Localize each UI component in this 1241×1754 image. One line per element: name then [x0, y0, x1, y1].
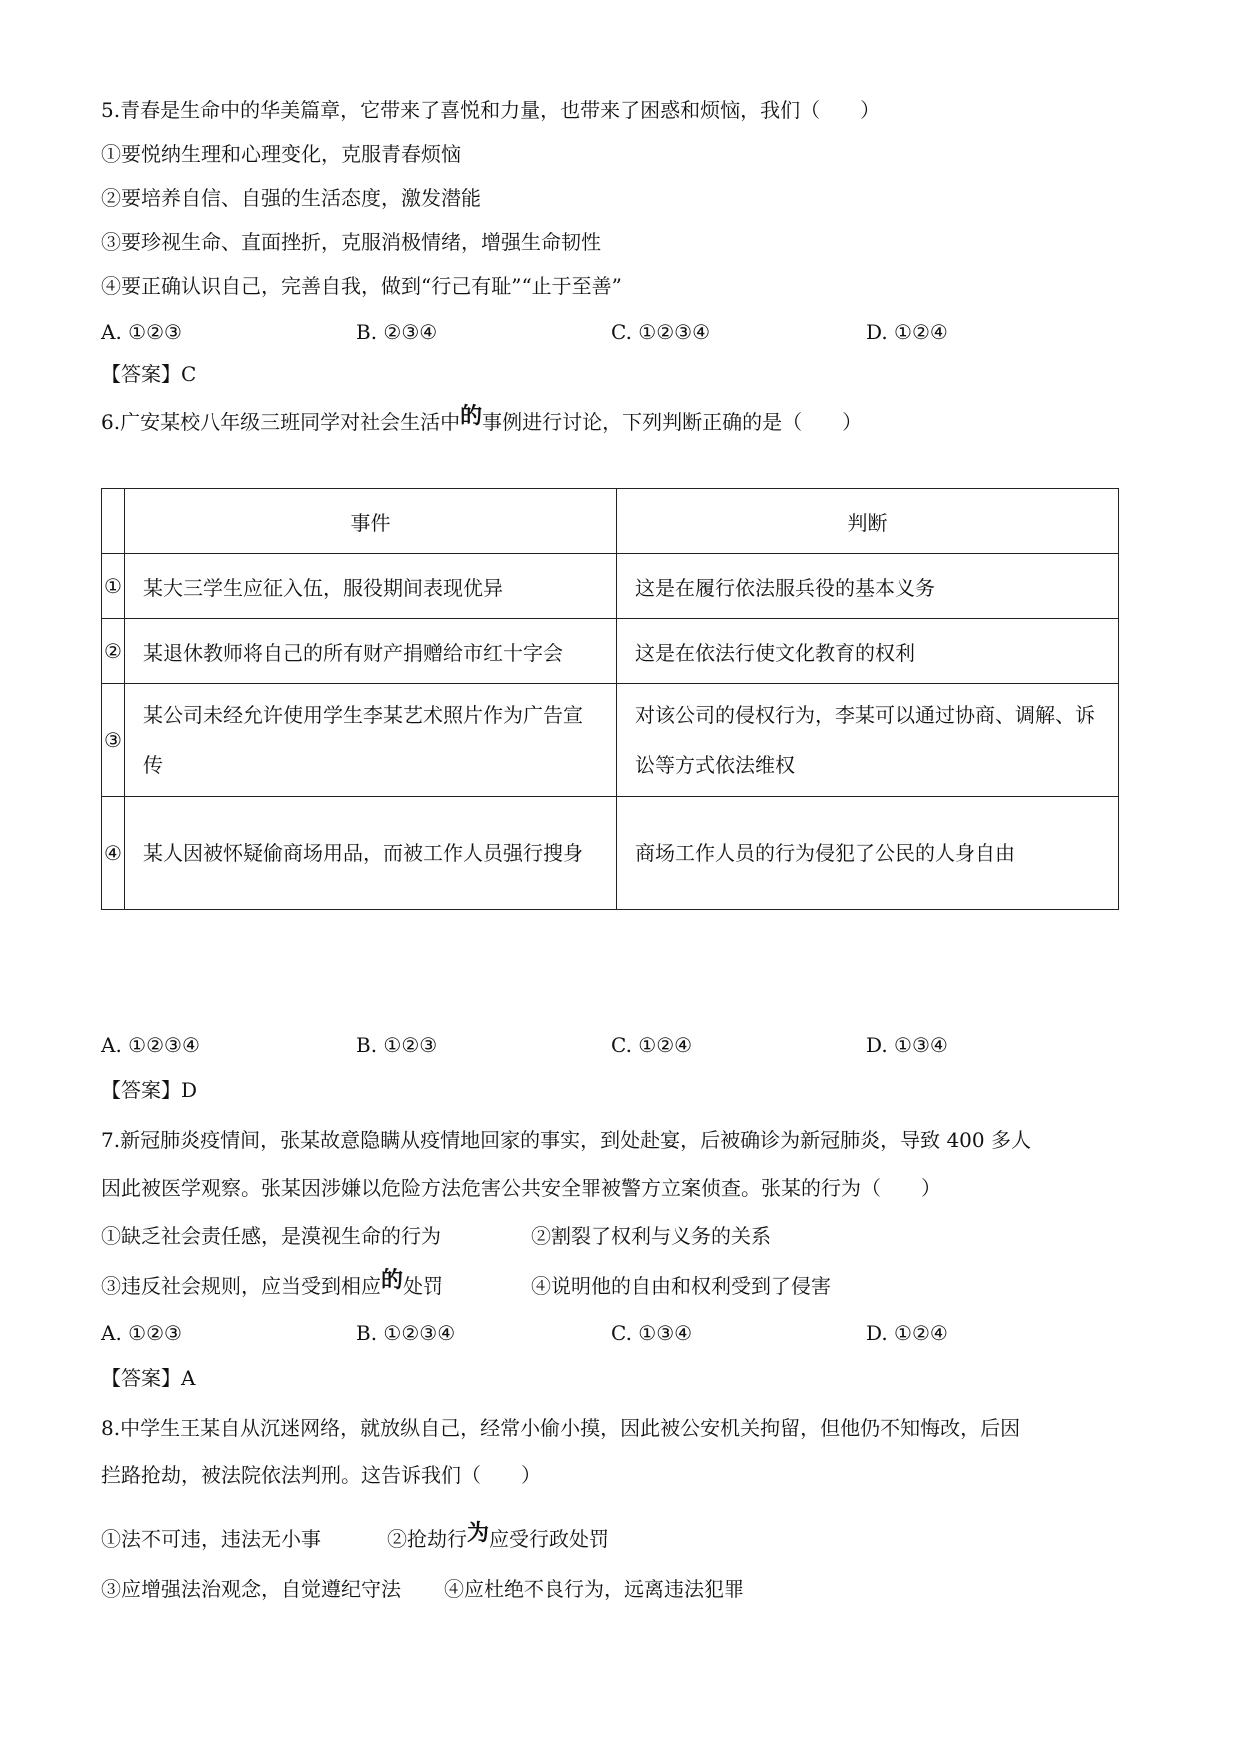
q5-item-1: ①要悦纳生理和心理变化，克服青春烦恼 [101, 142, 461, 166]
q8-item-2-emphasis: 为 [467, 1520, 490, 1546]
table-row [102, 797, 1119, 910]
q5-item-4: ④要正确认识自己，完善自我，做到“行己有耻”“止于至善” [101, 274, 622, 298]
q6-answer: 【答案】D [101, 1078, 198, 1102]
q8-item-2-part-1: ②抢劫行 [387, 1527, 467, 1551]
q5-options [101, 318, 1141, 346]
q5-option-a: A. ①②③ [101, 320, 182, 344]
q8-items-row-2 [101, 1575, 744, 1603]
q7-item-3-emphasis: 的 [381, 1267, 404, 1293]
table-header-judgment: 判断 [617, 489, 1119, 554]
table-row [102, 684, 1119, 797]
q7-answer: 【答案】A [101, 1366, 196, 1390]
row-judgment: 这是在履行依法服兵役的基本义务 [617, 554, 1119, 619]
q5-option-b: B. ②③④ [356, 320, 438, 344]
q8-items-row-1 [101, 1520, 610, 1553]
row-number: ② [102, 619, 125, 684]
row-event: 某大三学生应征入伍，服役期间表现优异 [125, 554, 617, 619]
row-number: ③ [102, 684, 125, 797]
q6-option-a: A. ①②③④ [101, 1033, 200, 1057]
row-event: 某退休教师将自己的所有财产捐赠给市红十字会 [125, 619, 617, 684]
q7-items-row-1 [101, 1222, 771, 1250]
q8-item-4: ④应杜绝不良行为，远离违法犯罪 [444, 1577, 744, 1601]
row-judgment: 对该公司的侵权行为，李某可以通过协商、调解、诉讼等方式依法维权 [617, 684, 1119, 797]
row-event: 某人因被怀疑偷商场用品，而被工作人员强行搜身 [125, 797, 617, 910]
row-judgment: 商场工作人员的行为侵犯了公民的人身自由 [617, 797, 1119, 910]
q7-item-3-part-2: 处罚 [403, 1274, 444, 1298]
q8-item-1: ①法不可违，违法无小事 [101, 1527, 321, 1551]
q7-item-3 [101, 1267, 444, 1298]
q6-option-c: C. ①②④ [611, 1033, 693, 1057]
q7-items-row-2 [101, 1267, 831, 1300]
q7-option-a: A. ①②③ [101, 1321, 182, 1345]
q7-item-3-part-1: ③违反社会规则，应当受到相应 [101, 1274, 381, 1298]
table-header-row [102, 489, 1119, 554]
q7-stem-line-1: 7.新冠肺炎疫情间，张某故意隐瞒从疫情地回家的事实，到处赴宴，后被确诊为新冠肺炎，导致 400 多人 [101, 1128, 1031, 1152]
q6-option-b: B. ①②③ [356, 1033, 438, 1057]
q5-option-c: C. ①②③④ [611, 320, 711, 344]
q7-options [101, 1319, 1141, 1347]
row-judgment: 这是在依法行使文化教育的权利 [617, 619, 1119, 684]
q7-item-4: ④说明他的自由和权利受到了侵害 [531, 1274, 831, 1298]
table-row [102, 619, 1119, 684]
q5-answer: 【答案】C [101, 362, 197, 386]
q8-item-2 [387, 1520, 610, 1553]
q5-stem: 5.青春是生命中的华美篇章，它带来了喜悦和力量，也带来了困惑和烦恼，我们（ ） [101, 98, 881, 122]
q6-options [101, 1031, 1141, 1059]
q6-table [101, 488, 1119, 910]
q8-stem-line-1: 8.中学生王某自从沉迷网络，就放纵自己，经常小偷小摸，因此被公安机关拘留，但他仍不知悔改，后因 [101, 1416, 1021, 1440]
row-event: 某公司未经允许使用学生李某艺术照片作为广告宣传 [125, 684, 617, 797]
q7-option-c: C. ①③④ [611, 1321, 693, 1345]
q7-option-d: D. ①②④ [866, 1321, 948, 1345]
q6-option-d: D. ①③④ [866, 1033, 948, 1057]
row-number: ① [102, 554, 125, 619]
q8-stem-line-2: 拦路抢劫，被法院依法判刑。这告诉我们（ ） [101, 1463, 541, 1487]
q6-stem [101, 403, 863, 436]
q7-option-b: B. ①②③④ [356, 1321, 456, 1345]
q5-item-3: ③要珍视生命、直面挫折，克服消极情绪，增强生命韧性 [101, 230, 601, 254]
q6-stem-emphasis: 的 [460, 403, 483, 429]
q7-item-2: ②割裂了权利与义务的关系 [531, 1224, 771, 1248]
q8-item-3: ③应增强法治观念，自觉遵纪守法 [101, 1577, 401, 1601]
row-number: ④ [102, 797, 125, 910]
q7-stem-line-2: 因此被医学观察。张某因涉嫌以危险方法危害公共安全罪被警方立案侦查。张某的行为（ ） [101, 1176, 941, 1200]
q8-item-2-part-2: 应受行政处罚 [489, 1527, 610, 1551]
q7-item-1: ①缺乏社会责任感，是漠视生命的行为 [101, 1224, 441, 1248]
table-header-blank [102, 489, 125, 554]
table-header-event: 事件 [125, 489, 617, 554]
q5-item-2: ②要培养自信、自强的生活态度，激发潜能 [101, 186, 481, 210]
q5-option-d: D. ①②④ [866, 320, 948, 344]
q6-stem-part-2: 事例进行讨论，下列判断正确的是（ ） [482, 410, 863, 434]
q6-stem-part-1: 6.广安某校八年级三班同学对社会生活中 [101, 410, 461, 434]
table-row [102, 554, 1119, 619]
